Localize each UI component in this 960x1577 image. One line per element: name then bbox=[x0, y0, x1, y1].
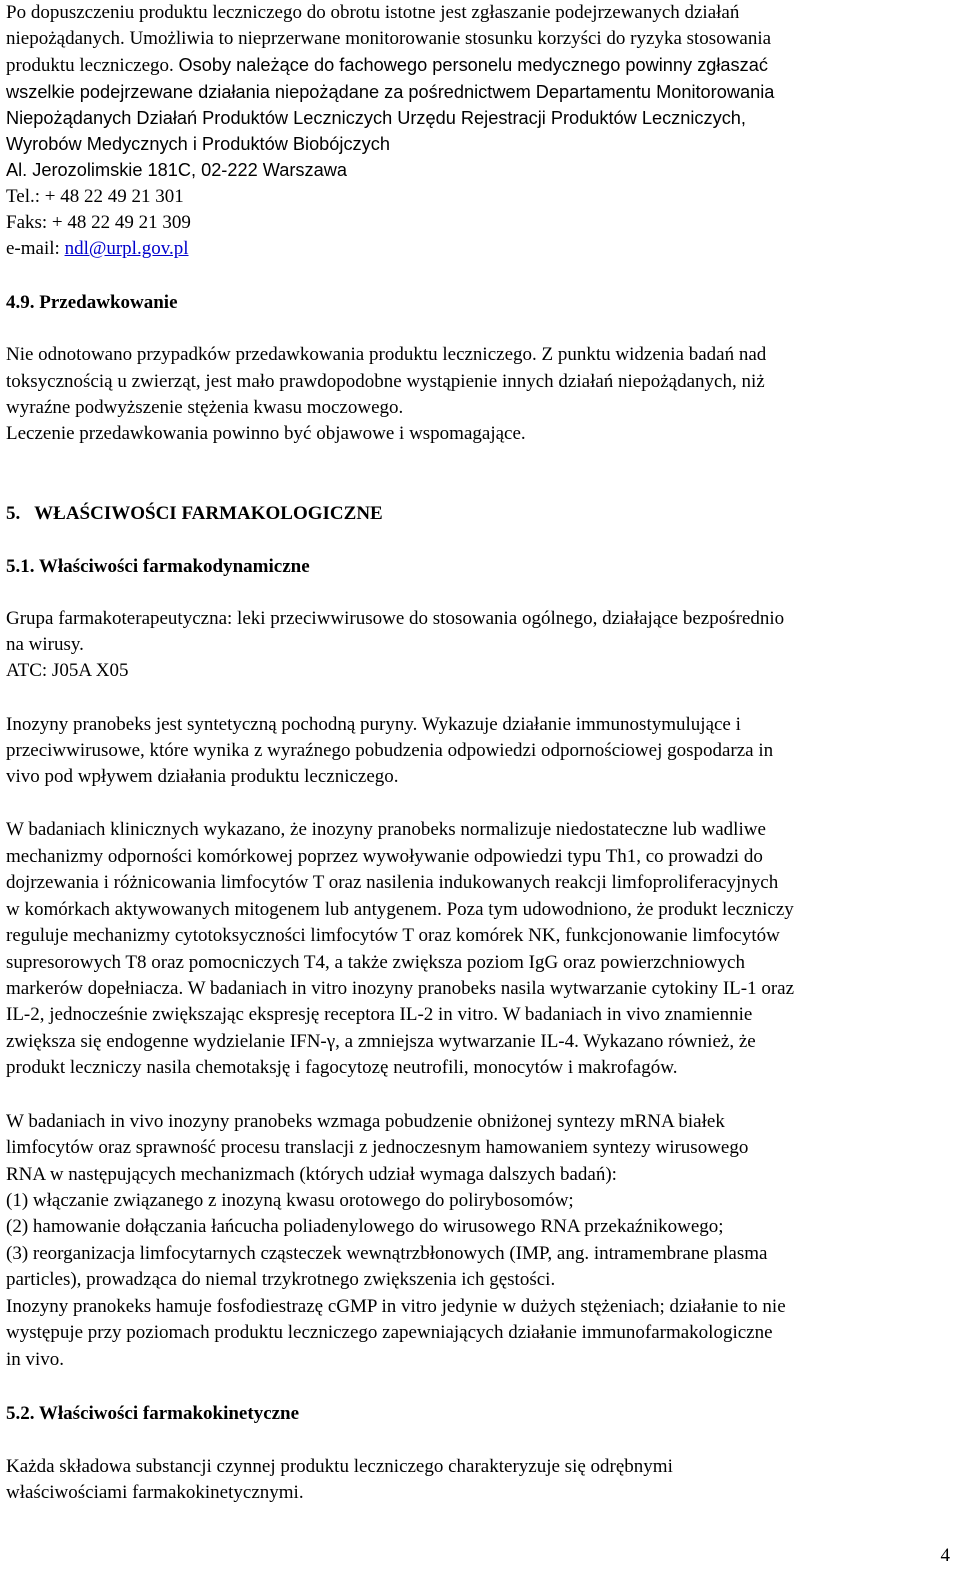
text-line: Wyrobów Medycznych i Produktów Biobójczych bbox=[6, 134, 390, 154]
text-line: przeciwwirusowe, które wynika z wyraźnego pobudzenia odpowiedzi odpornościowej gospodarza in bbox=[6, 740, 774, 761]
text-line: toksycznością u zwierząt, jest mało prawdopodobne wystąpienie innych działań niepożądanych, niż bbox=[6, 371, 765, 392]
text-line: RNA w następujących mechanizmach (których udział wymaga dalszych badań): bbox=[6, 1164, 617, 1185]
text-line: Leczenie przedawkowania powinno być objawowe i wspomagające. bbox=[6, 423, 526, 444]
text-line: IL-2, jednocześnie zwiększając ekspresję receptora IL-2 in vitro. W badaniach in vivo znamiennie bbox=[6, 1004, 753, 1025]
text-segment: Osoby należące do fachowego personelu medycznego powinny zgłaszać bbox=[178, 55, 768, 75]
text-line: markerów dopełniacza. W badaniach in vitro inozyny pranobeks nasila wytwarzanie cytokiny IL-1 oraz bbox=[6, 978, 795, 999]
address-line: Al. Jerozolimskie 181C, 02-222 Warszawa bbox=[6, 160, 347, 180]
section-heading-5-2: 5.2. Właściwości farmakokinetyczne bbox=[6, 1403, 300, 1424]
text-line: wszelkie podejrzewane działania niepożądane za pośrednictwem Departamentu Monitorowania bbox=[6, 82, 775, 102]
section-heading-5: 5. WŁAŚCIWOŚCI FARMAKOLOGICZNE bbox=[6, 503, 383, 524]
text-line: niepożądanych. Umożliwia to nieprzerwane monitorowanie stosunku korzyści do ryzyka stosowania bbox=[6, 28, 772, 49]
text-line: supresorowych T8 oraz pomocniczych T4, a także zwiększa poziom IgG oraz powierzchniowych bbox=[6, 952, 745, 973]
text-line: w komórkach aktywowanych mitogenem lub antygenem. Poza tym udowodniono, że produkt leczniczy bbox=[6, 899, 794, 920]
text-line: zwiększa się endogenne wydzielanie IFN-γ, a zmniejsza wytwarzanie IL-4. Wykazano również, że bbox=[6, 1031, 756, 1052]
text-line bbox=[6, 52, 768, 79]
section-heading-4-9: 4.9. Przedawkowanie bbox=[6, 292, 178, 313]
text-line: wyraźne podwyższenie stężenia kwasu moczowego. bbox=[6, 397, 404, 418]
text-line: produkt leczniczy nasila chemotaksję i fagocytozę neutrofili, monocytów i makrofagów. bbox=[6, 1057, 678, 1078]
phone-line: Tel.: + 48 22 49 21 301 bbox=[6, 186, 184, 207]
text-line: Inozyny pranokeks hamuje fosfodiestrazę cGMP in vitro jedynie w dużych stężeniach; działanie to nie bbox=[6, 1296, 786, 1317]
text-line: reguluje mechanizmy cytotoksyczności limfocytów T oraz komórek NK, funkcjonowanie limfocytów bbox=[6, 925, 780, 946]
list-item: (2) hamowanie dołączania łańcucha poliadenylowego do wirusowego RNA przekaźnikowego; bbox=[6, 1216, 724, 1237]
text-segment: produktu leczniczego. bbox=[6, 55, 174, 76]
list-item: (3) reorganizacja limfocytarnych cząsteczek wewnątrzbłonowych (IMP, ang. intramembrane plasma bbox=[6, 1243, 768, 1264]
text-line: Inozyny pranobeks jest syntetyczną pochodną puryny. Wykazuje działanie immunostymulujące i bbox=[6, 714, 741, 735]
text-line: Grupa farmakoterapeutyczna: leki przeciwwirusowe do stosowania ogólnego, działające bezpośrednio bbox=[6, 608, 785, 629]
email-link[interactable]: ndl@urpl.gov.pl bbox=[64, 238, 189, 259]
section-heading-5-1: 5.1. Właściwości farmakodynamiczne bbox=[6, 556, 310, 577]
text-line: Każda składowa substancji czynnej produktu leczniczego charakteryzuje się odrębnymi bbox=[6, 1456, 673, 1477]
email-line bbox=[6, 236, 189, 262]
list-item: (1) włączanie związanego z inozyną kwasu orotowego do polirybosomów; bbox=[6, 1190, 574, 1211]
text-line: właściwościami farmakokinetycznymi. bbox=[6, 1482, 304, 1503]
atc-code: ATC: J05A X05 bbox=[6, 660, 129, 681]
fax-line: Faks: + 48 22 49 21 309 bbox=[6, 212, 191, 233]
text-line: dojrzewania i różnicowania limfocytów T oraz nasilenia indukowanych reakcji limfoproliferacyjnych bbox=[6, 872, 779, 893]
text-line: mechanizmy odporności komórkowej poprzez wywoływanie odpowiedzi typu Th1, co prowadzi do bbox=[6, 846, 763, 867]
text-line: Niepożądanych Działań Produktów Leczniczych Urzędu Rejestracji Produktów Leczniczych, bbox=[6, 108, 746, 128]
email-label: e-mail: bbox=[6, 238, 65, 259]
text-line: Nie odnotowano przypadków przedawkowania produktu leczniczego. Z punktu widzenia badań nad bbox=[6, 344, 767, 365]
text-line: Po dopuszczeniu produktu leczniczego do obrotu istotne jest zgłaszanie podejrzewanych działań bbox=[6, 2, 740, 23]
page-number: 4 bbox=[940, 1545, 950, 1566]
text-line: występuje przy poziomach produktu leczniczego zapewniających działanie immunofarmakologiczne bbox=[6, 1322, 773, 1343]
text-line: na wirusy. bbox=[6, 634, 84, 655]
text-line: particles), prowadząca do niemal trzykrotnego zwiększenia ich gęstości. bbox=[6, 1269, 556, 1290]
text-line: limfocytów oraz sprawność procesu translacji z jednoczesnym hamowaniem syntezy wirusowego bbox=[6, 1137, 749, 1158]
text-line: W badaniach klinicznych wykazano, że inozyny pranobeks normalizuje niedostateczne lub wadliwe bbox=[6, 819, 766, 840]
text-line: vivo pod wpływem działania produktu leczniczego. bbox=[6, 766, 399, 787]
text-line: W badaniach in vivo inozyny pranobeks wzmaga pobudzenie obniżonej syntezy mRNA białek bbox=[6, 1111, 725, 1132]
text-line: in vivo. bbox=[6, 1349, 65, 1370]
